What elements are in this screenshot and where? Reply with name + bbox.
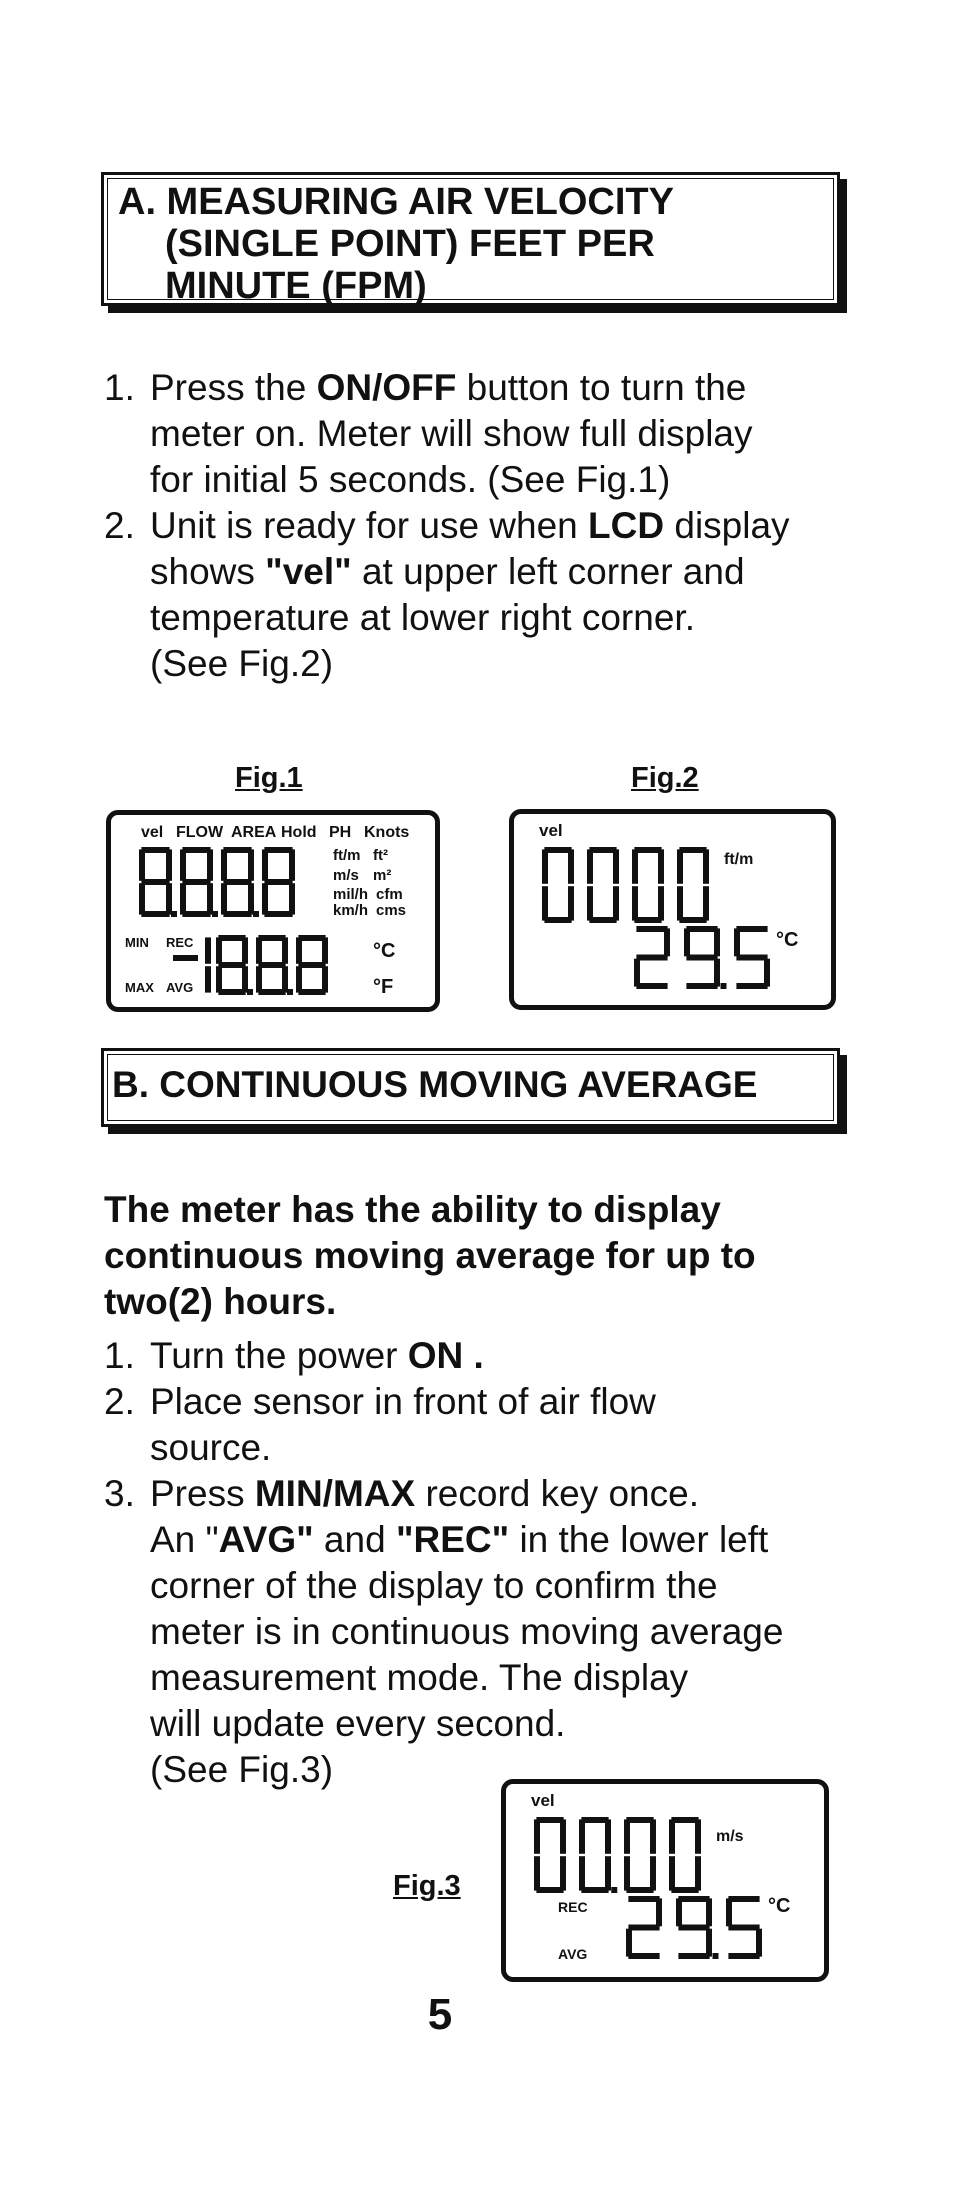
- lcd-segment: [587, 849, 593, 883]
- step-rich-line-part-1: "vel": [265, 551, 352, 592]
- fig1-label-hold: Hold: [281, 824, 317, 841]
- step-first-line: [150, 505, 790, 546]
- lcd-segment: [258, 935, 285, 941]
- lcd-segment: [686, 983, 717, 989]
- lcd-segment: [256, 937, 262, 963]
- lcd-segment: [256, 966, 262, 992]
- lcd-segment: [636, 955, 667, 961]
- lcd-segment: [634, 959, 640, 987]
- fig1-unit-celsius: °C: [373, 940, 396, 962]
- lcd-segment: [714, 928, 720, 956]
- step-rich-line-part-2: and: [313, 1519, 396, 1560]
- fig1-unit-m-s: m/s: [333, 867, 359, 884]
- step-number: 2.: [104, 505, 135, 546]
- step-first-line-part-2: record key once.: [415, 1473, 699, 1514]
- step-line: meter on. Meter will show full display: [150, 413, 753, 454]
- step-first-line-part-1: LCD: [588, 505, 665, 546]
- lcd-segment: [677, 886, 683, 920]
- lcd-segment: [568, 849, 574, 883]
- lcd-segment: [182, 847, 210, 853]
- lcd-decimal-point: [713, 1953, 719, 1959]
- lcd-segment: [706, 1929, 712, 1957]
- lcd-segment: [613, 849, 619, 883]
- step-first-line-part-0: Press the: [150, 367, 317, 408]
- lcd-segment: [298, 935, 325, 941]
- step-rich-line-part-0: shows: [150, 551, 266, 592]
- lcd-segment: [579, 1856, 585, 1890]
- lcd-segment: [636, 926, 667, 932]
- fig1-lcd-display: [106, 810, 440, 1012]
- step-line: measurement mode. The display: [150, 1657, 689, 1698]
- lcd-segment: [536, 1817, 563, 1823]
- lcd-segment: [714, 959, 720, 987]
- fig1-unit-cfm: cfm: [376, 886, 403, 903]
- lcd-segment: [728, 1953, 759, 1959]
- fig3-unit-label: m/s: [716, 1828, 744, 1845]
- fig1-minus-segment: [173, 955, 198, 961]
- lcd-segment: [216, 937, 222, 963]
- lcd-segment: [298, 989, 325, 995]
- fig2-unit-label: ft/m: [724, 851, 754, 868]
- lcd-segment: [736, 983, 767, 989]
- lcd-segment: [221, 883, 227, 914]
- lcd-segment: [139, 883, 145, 914]
- lcd-segment: [728, 1896, 759, 1902]
- lcd-segment: [166, 883, 172, 914]
- lcd-segment: [205, 966, 211, 992]
- section-a-title-line-2: (SINGLE POINT) FEET PER: [165, 223, 655, 265]
- step-first-line: [150, 1473, 699, 1514]
- lcd-segment: [560, 1819, 566, 1853]
- fig3-lcd-display: [501, 1779, 829, 1982]
- lcd-segment: [262, 883, 268, 914]
- lcd-segment: [258, 989, 285, 995]
- lcd-segment: [536, 1887, 563, 1893]
- fig1-label-knots: Knots: [364, 824, 410, 841]
- lcd-segment: [579, 1819, 585, 1853]
- lcd-segment: [207, 883, 213, 914]
- section-a-step-1: [104, 365, 904, 503]
- step-number: 2.: [104, 1381, 135, 1422]
- section-b-step-3: [104, 1471, 904, 1793]
- lcd-segment: [258, 962, 285, 968]
- lcd-segment: [589, 847, 616, 853]
- fig1-unit-mil-h: mil/h: [333, 886, 369, 903]
- lcd-segment: [166, 849, 172, 880]
- step-first-line: [150, 1335, 484, 1376]
- lcd-decimal-point: [253, 911, 259, 917]
- lcd-segment: [636, 983, 667, 989]
- lcd-segment: [322, 966, 328, 992]
- lcd-segment: [223, 879, 251, 885]
- lcd-segment: [223, 911, 251, 917]
- step-rich-line: [150, 1519, 768, 1560]
- step-rich-line-part-0: An ": [150, 1519, 219, 1560]
- lcd-segment: [248, 883, 254, 914]
- lcd-segment: [587, 886, 593, 920]
- lcd-segment: [676, 1898, 682, 1926]
- lcd-segment: [242, 937, 248, 963]
- lcd-segment: [703, 886, 709, 920]
- lcd-segment: [703, 849, 709, 883]
- step-first-line-part-0: Press: [150, 1473, 255, 1514]
- step-line: (See Fig.2): [150, 643, 334, 684]
- lcd-segment: [650, 1856, 656, 1890]
- lcd-segment: [678, 1925, 709, 1931]
- step-number: 1.: [104, 1335, 135, 1376]
- fig1-label-area: AREA: [231, 824, 277, 841]
- lcd-segment: [669, 1856, 675, 1890]
- fig1-label-ph: PH: [329, 824, 352, 841]
- lcd-segment: [626, 1887, 653, 1893]
- lcd-segment: [605, 1819, 611, 1853]
- lcd-segment: [628, 1925, 659, 1931]
- fig1-label-vel: vel: [141, 824, 164, 841]
- fig1-lcd-graphic: [111, 815, 435, 1007]
- step-first-line: [150, 367, 746, 408]
- step-first-line-part-2: display: [664, 505, 790, 546]
- lcd-decimal-point: [247, 989, 253, 995]
- lcd-segment: [182, 879, 210, 885]
- fig2-lcd-graphic: [514, 814, 831, 1005]
- lcd-segment: [634, 917, 661, 923]
- fig3-lcd-graphic: [506, 1784, 824, 1977]
- step-first-line-part-0: Unit is ready for use when: [150, 505, 589, 546]
- lcd-segment: [534, 1819, 540, 1853]
- lcd-segment: [658, 886, 664, 920]
- fig1-label-flow: FLOW: [176, 824, 224, 841]
- lcd-decimal-point: [721, 983, 727, 989]
- lcd-segment: [726, 1898, 732, 1926]
- section-a-title-line-1: A. MEASURING AIR VELOCITY: [118, 181, 674, 223]
- lcd-segment: [728, 1925, 759, 1931]
- lcd-segment: [581, 1817, 608, 1823]
- lcd-segment: [207, 849, 213, 880]
- lcd-segment: [542, 849, 548, 883]
- section-b-heading: [101, 1048, 840, 1127]
- step-line: meter is in continuous moving average: [150, 1611, 784, 1652]
- lcd-segment: [613, 886, 619, 920]
- step-rich-line-part-1: AVG": [218, 1519, 314, 1560]
- lcd-decimal-point: [212, 911, 218, 917]
- lcd-segment: [736, 926, 767, 932]
- lcd-segment: [634, 847, 661, 853]
- lcd-segment: [282, 937, 288, 963]
- lcd-segment: [264, 847, 292, 853]
- lcd-segment: [544, 847, 571, 853]
- lcd-segment: [677, 849, 683, 883]
- lcd-segment: [624, 1819, 630, 1853]
- lcd-segment: [678, 1896, 709, 1902]
- lcd-segment: [242, 966, 248, 992]
- lcd-segment: [182, 911, 210, 917]
- lcd-segment: [736, 955, 767, 961]
- fig3-label-avg: AVG: [558, 1946, 588, 1962]
- section-a-title-line-3: MINUTE (FPM): [165, 265, 427, 307]
- step-rich-line-part-2: at upper left corner and: [351, 551, 745, 592]
- section-b-step-1: [104, 1333, 904, 1379]
- fig3-temp-unit: °C: [768, 1895, 791, 1917]
- fig1-label-max: MAX: [125, 980, 154, 995]
- step-number: 3.: [104, 1473, 135, 1514]
- lcd-segment: [248, 849, 254, 880]
- fig1-unit-cms: cms: [376, 902, 407, 919]
- lcd-segment: [632, 886, 638, 920]
- lcd-segment: [734, 928, 740, 956]
- lcd-segment: [650, 1819, 656, 1853]
- step-first-line-part-0: Place sensor in front of air flow: [150, 1381, 656, 1422]
- step-line: will update every second.: [150, 1703, 566, 1744]
- lcd-segment: [180, 849, 186, 880]
- lcd-segment: [626, 1929, 632, 1957]
- lcd-segment: [218, 935, 245, 941]
- lcd-segment: [686, 955, 717, 961]
- lcd-segment: [624, 1856, 630, 1890]
- step-line: for initial 5 seconds. (See Fig.1): [150, 459, 671, 500]
- lcd-segment: [296, 966, 302, 992]
- fig1-unit-fahrenheit: °F: [373, 976, 394, 998]
- lcd-segment: [322, 937, 328, 963]
- lcd-segment: [678, 1953, 709, 1959]
- lcd-decimal-point: [171, 911, 177, 917]
- step-line: [104, 549, 904, 595]
- step-first-line-part-1: ON .: [407, 1335, 484, 1376]
- lcd-segment: [205, 937, 211, 963]
- lcd-segment: [534, 1856, 540, 1890]
- fig1-label-min: MIN: [125, 935, 149, 950]
- lcd-segment: [632, 849, 638, 883]
- step-number: 1.: [104, 367, 135, 408]
- step-line: temperature at lower right corner.: [150, 597, 695, 638]
- step-first-line-part-0: Turn the power: [150, 1335, 408, 1376]
- lcd-segment: [605, 1856, 611, 1890]
- lcd-segment: [223, 847, 251, 853]
- fig1-unit-ft-m: ft/m: [333, 847, 361, 864]
- lcd-decimal-point: [287, 989, 293, 995]
- lcd-segment: [568, 886, 574, 920]
- step-line: (See Fig.3): [150, 1749, 334, 1790]
- fig2-lcd-display: [509, 809, 836, 1010]
- lcd-segment: [695, 1856, 701, 1890]
- lcd-segment: [180, 883, 186, 914]
- lcd-segment: [628, 1896, 659, 1902]
- lcd-segment: [264, 879, 292, 885]
- fig1-label-avg: AVG: [166, 980, 194, 995]
- lcd-segment: [216, 966, 222, 992]
- lcd-segment: [289, 883, 295, 914]
- lcd-segment: [706, 1898, 712, 1926]
- lcd-segment: [218, 989, 245, 995]
- lcd-segment: [141, 911, 169, 917]
- lcd-segment: [658, 849, 664, 883]
- fig3-mode-label: vel: [531, 1791, 555, 1810]
- lcd-segment: [296, 937, 302, 963]
- lcd-segment: [139, 849, 145, 880]
- section-b-step-2: [104, 1379, 904, 1471]
- section-a-heading: [101, 172, 840, 306]
- fig1-label-rec: REC: [166, 935, 194, 950]
- step-line: corner of the display to confirm the: [150, 1565, 718, 1606]
- lcd-segment: [282, 966, 288, 992]
- lcd-segment: [542, 886, 548, 920]
- section-a-step-2: [104, 503, 904, 687]
- fig1-label: Fig.1: [235, 762, 303, 794]
- step-line: source.: [150, 1427, 272, 1468]
- step-rich-line-part-4: in the lower left: [509, 1519, 769, 1560]
- lcd-segment: [679, 847, 706, 853]
- fig1-unit-ft2: ft²: [373, 847, 388, 864]
- lcd-segment: [589, 917, 616, 923]
- lcd-segment: [679, 917, 706, 923]
- lcd-segment: [628, 1953, 659, 1959]
- fig2-temp-unit: °C: [776, 929, 799, 951]
- lcd-segment: [684, 928, 690, 956]
- fig3-label-rec: REC: [558, 1899, 588, 1915]
- lcd-segment: [264, 911, 292, 917]
- lcd-segment: [141, 847, 169, 853]
- lcd-segment: [218, 962, 245, 968]
- step-rich-line: [150, 551, 745, 592]
- step-first-line-part-1: ON/OFF: [316, 367, 457, 408]
- lcd-segment: [560, 1856, 566, 1890]
- intro-line-1: The meter has the ability to display: [104, 1189, 721, 1230]
- lcd-segment: [764, 959, 770, 987]
- step-first-line-part-2: button to turn the: [456, 367, 747, 408]
- page-number: 5: [427, 1990, 453, 2039]
- lcd-segment: [262, 849, 268, 880]
- lcd-segment: [221, 849, 227, 880]
- fig2-label: Fig.2: [631, 762, 699, 794]
- section-b-title: B. CONTINUOUS MOVING AVERAGE: [112, 1064, 758, 1105]
- fig3-label: Fig.3: [393, 1870, 461, 1902]
- lcd-segment: [626, 1817, 653, 1823]
- lcd-segment: [664, 928, 670, 956]
- lcd-segment: [686, 926, 717, 932]
- fig1-unit-km-h: km/h: [333, 902, 369, 919]
- fig1-unit-m2: m²: [373, 867, 392, 884]
- lcd-segment: [581, 1887, 608, 1893]
- lcd-segment: [544, 917, 571, 923]
- intro-line-2: continuous moving average for up to: [104, 1235, 756, 1276]
- lcd-segment: [671, 1817, 698, 1823]
- lcd-segment: [669, 1819, 675, 1853]
- lcd-segment: [671, 1887, 698, 1893]
- lcd-segment: [695, 1819, 701, 1853]
- fig2-mode-label: vel: [539, 821, 563, 840]
- lcd-segment: [141, 879, 169, 885]
- intro-line-3: two(2) hours.: [104, 1281, 337, 1322]
- section-b-intro: [104, 1187, 904, 1325]
- step-rich-line-part-3: "REC": [395, 1519, 510, 1560]
- lcd-segment: [289, 849, 295, 880]
- lcd-decimal-point: [611, 1887, 617, 1893]
- step-first-line: [150, 1381, 656, 1422]
- lcd-segment: [298, 962, 325, 968]
- lcd-segment: [656, 1898, 662, 1926]
- step-line: [104, 1517, 904, 1563]
- step-first-line-part-1: MIN/MAX: [254, 1473, 416, 1514]
- lcd-segment: [756, 1929, 762, 1957]
